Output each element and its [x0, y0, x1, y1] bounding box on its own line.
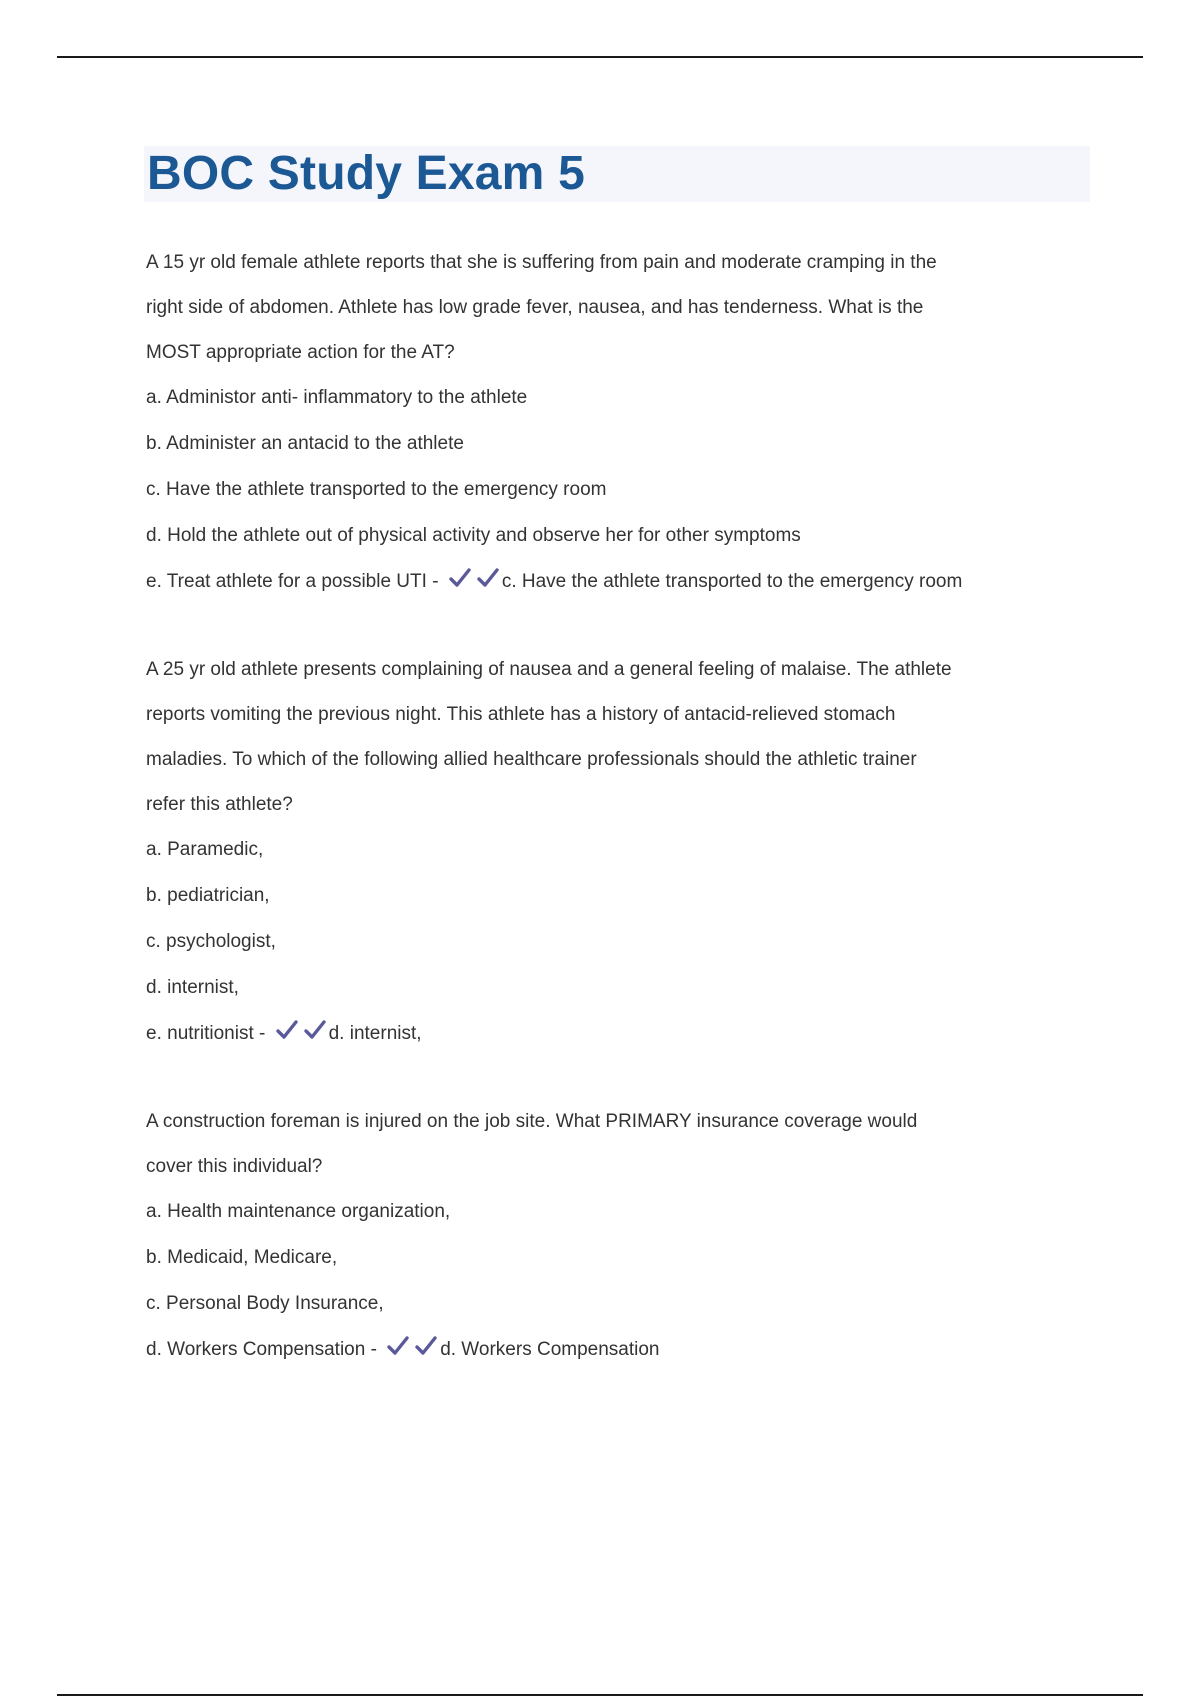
option-c: c. Personal Body Insurance, [146, 1293, 384, 1314]
option-e-with-answer [146, 559, 1076, 605]
option-d: d. Workers Compensation - [146, 1339, 377, 1360]
stem-line: reports vomiting the previous night. This athlete has a history of antacid-relieved stomach [146, 704, 896, 725]
check-icon [476, 566, 500, 590]
stem-line: cover this individual? [146, 1156, 323, 1177]
question-2 [146, 647, 1076, 1057]
option-c: c. psychologist, [146, 931, 276, 952]
option-c: c. Have the athlete transported to the emergency room [146, 479, 607, 500]
option-a: a. Paramedic, [146, 839, 264, 860]
option-b: b. Medicaid, Medicare, [146, 1247, 338, 1268]
page-title: BOC Study Exam 5 [147, 147, 585, 200]
question-stem [146, 1099, 1076, 1189]
stem-line: A 25 yr old athlete presents complaining of nausea and a general feeling of malaise. The athlete [146, 659, 952, 680]
option-a: a. Health maintenance organization, [146, 1201, 451, 1222]
top-rule [57, 56, 1143, 58]
stem-line: refer this athlete? [146, 794, 293, 815]
stem-line: A 15 yr old female athlete reports that she is suffering from pain and moderate cramping in the [146, 252, 937, 273]
question-1 [146, 240, 1076, 605]
correct-answer: d. internist, [328, 1023, 422, 1044]
check-icon [414, 1334, 438, 1358]
option-d: d. Hold the athlete out of physical activity and observe her for other symptoms [146, 525, 801, 546]
stem-line: A construction foreman is injured on the job site. What PRIMARY insurance coverage would [146, 1111, 918, 1132]
option-d: d. internist, [146, 977, 239, 998]
option-d-with-answer [146, 1327, 1076, 1373]
option-e: e. nutritionist - [146, 1023, 266, 1044]
document-body [146, 240, 1076, 1415]
option-e: e. Treat athlete for a possible UTI - [146, 571, 439, 592]
stem-line: right side of abdomen. Athlete has low grade fever, nausea, and has tenderness. What is the [146, 297, 924, 318]
check-icon [386, 1334, 410, 1358]
option-b: b. pediatrician, [146, 885, 270, 906]
check-icon [303, 1018, 327, 1042]
stem-line: maladies. To which of the following allied healthcare professionals should the athletic trainer [146, 749, 917, 770]
question-3 [146, 1099, 1076, 1373]
question-stem [146, 240, 1076, 375]
option-e-with-answer [146, 1011, 1076, 1057]
correct-answer: d. Workers Compensation [440, 1339, 660, 1360]
bottom-rule [57, 1694, 1143, 1696]
question-stem [146, 647, 1076, 827]
check-icon [448, 566, 472, 590]
option-a: a. Administor anti- inflammatory to the athlete [146, 387, 528, 408]
stem-line: MOST appropriate action for the AT? [146, 342, 455, 363]
correct-answer: c. Have the athlete transported to the emergency room [501, 571, 963, 592]
check-icon [275, 1018, 299, 1042]
option-b: b. Administer an antacid to the athlete [146, 433, 464, 454]
